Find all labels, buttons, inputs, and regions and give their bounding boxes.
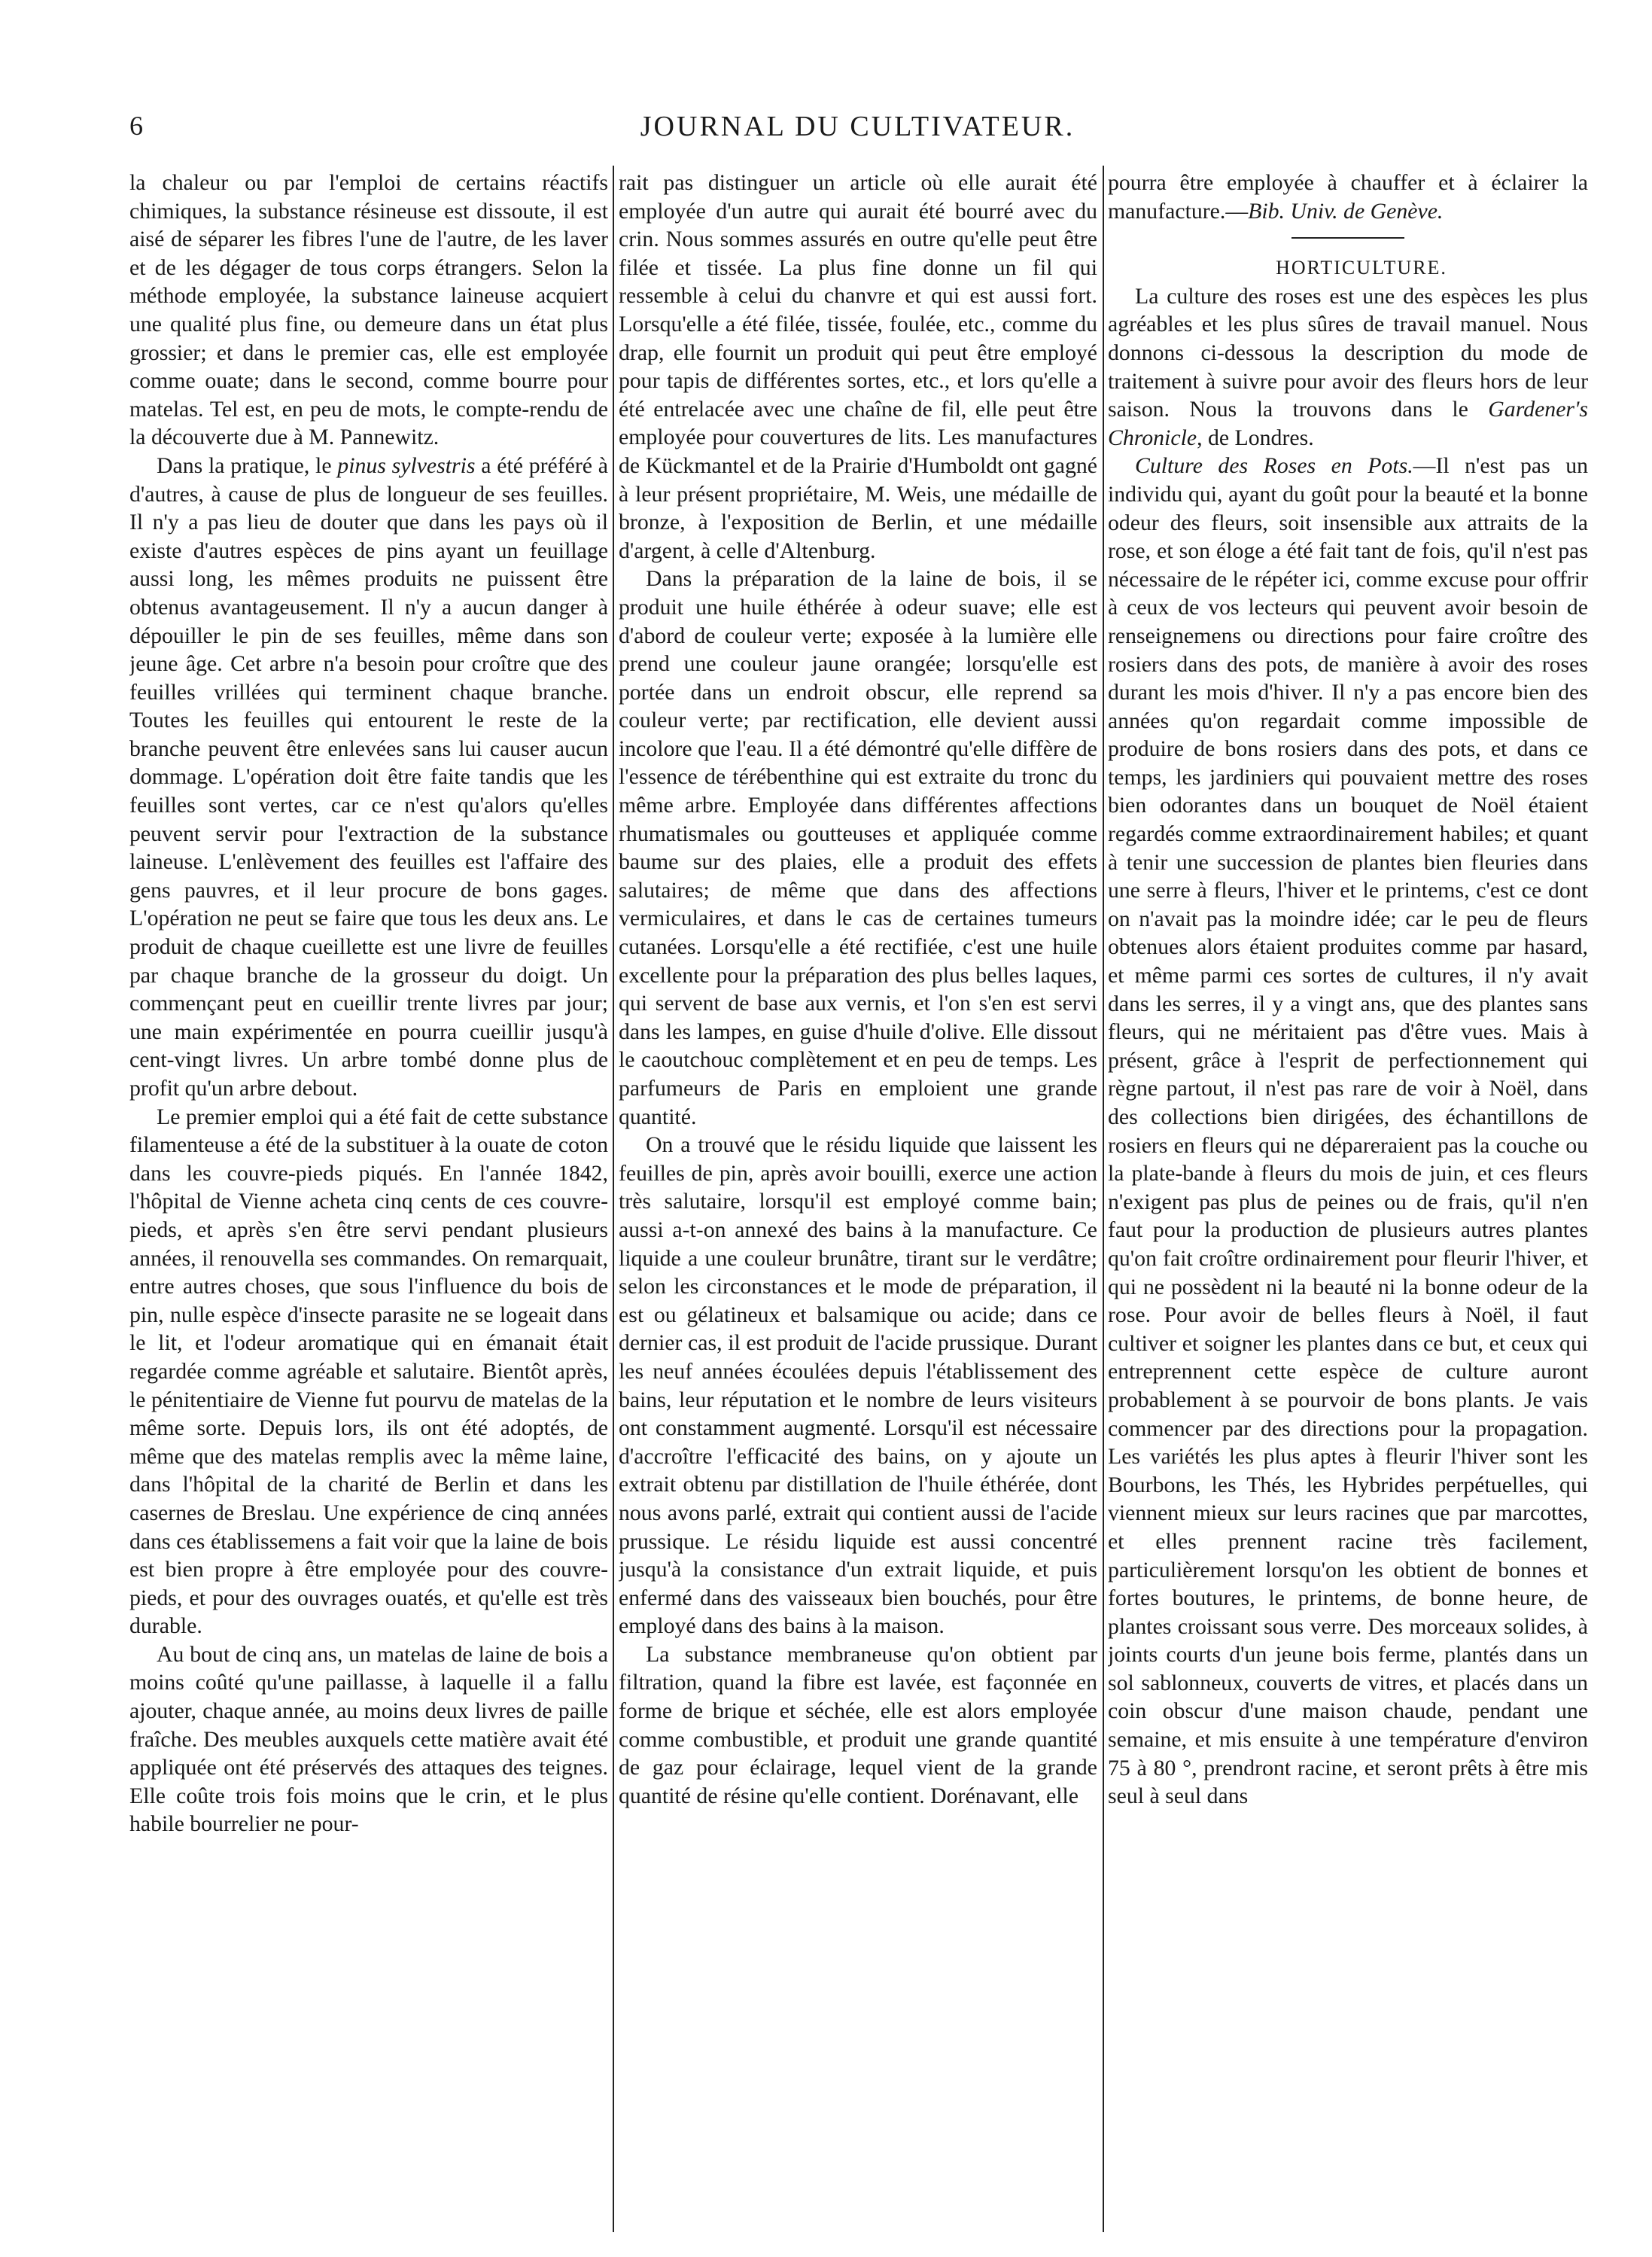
paragraph: rait pas distinguer un article où elle aurait été employée d'un autre qui aurait été bourré avec du crin. Nous sommes assurés en outre qu'elle peut être filée et tissée. La plus fine donne un fil qui ressemble à celui du chanvre et qui est aussi fort. Lorsqu'elle a été filée, tissée, foulée, etc., comme du drap, elle fournit un produit qui peut être employé pour tapis de différentes sortes, etc., et lors qu'elle a été entrelacée avec une chaîne de fil, elle peut être employée pour couvertures de lits. Les manufactures de Kückmantel et de la Prairie d'Humboldt ont gagné à leur présent propriétaire, M. Weis, une médaille de bronze, à l'exposition de Berlin, et une médaille d'argent, à celle d'Altenburg. <box>619 170 1097 563</box>
paragraph: Dans la préparation de la laine de bois, il se produit une huile éthérée à odeur suave; elle est d'abord de couleur verte; exposée à la lumière elle prend une couleur jaune orangée; lorsqu'elle est portée dans un endroit obscur, elle reprend sa couleur verte; par rectification, elle devient aussi incolore que l'eau. Il a été démontré qu'elle diffère de l'essence de térébenthine qui est extraite du tronc du même arbre. Employée dans différentes affections rhumatismales ou goutteuses et appliquée comme baume sur des plaies, elle a produit des effets salutaires; de même que dans des affections vermiculaires, et dans le cas de certaines tumeurs cutanées. Lorsqu'elle a été rectifiée, c'est une huile excellente pour la préparation des plus belles laques, qui servent de base aux vernis, et l'on s'en est servi dans les lampes, en guise d'huile d'olive. Elle dissout le caoutchouc complètement et en peu de temps. Les parfumeurs de Paris en emploient une grande quantité. <box>619 566 1097 1129</box>
paragraph: Le premier emploi qui a été fait de cette substance filamenteuse a été de la substituer à la ouate de coton dans les couvre-pieds piqués. En l'année 1842, l'hôpital de Vienne acheta cinq cents de ces couvre-pieds, et après s'en être servi pendant plusieurs années, il renouvella ses commandes. On remarquait, entre autres choses, que sous l'influence du bois de pin, nulle espèce d'insecte parasite ne se logeait dans le lit, et l'odeur aromatique qui en émanait était regardée comme agréable et salutaire. Bientôt après, le pénitentiaire de Vienne fut pourvu de matelas de la même sorte. Depuis lors, ils ont été adoptés, de même que des matelas remplis avec la même laine, dans l'hôpital de la charité de Berlin et dans les casernes de Breslau. Une expérience de cinq années dans ces établissemens a fait voir que la laine de bois est bien propre à être employée pour des couvre-pieds, et pour des ouvrages ouatés, et qu'elle est très durable. <box>129 1104 608 1639</box>
text-run: , de Londres. <box>1197 425 1314 450</box>
paragraph: On a trouvé que le résidu liquide que laissent les feuilles de pin, après avoir bouilli, exerce une action très salutaire, lorsqu'il est employé comme bain; aussi a-t-on annexé des bains à la manufacture. Ce liquide a une couleur brunâtre, tirant sur le verdâtre; selon les circonstances et le mode de préparation, il est ou gélatineux et balsamique ou acide; dans ce dernier cas, il est produit de l'acide prussique. Durant les neuf années écoulées depuis l'établissement des bains, leur réputation et le nombre de leurs visiteurs ont constamment augmenté. Lorsqu'il est nécessaire d'accroître l'efficacité des bains, on y ajoute un extrait obtenu par distillation de l'huile éthérée, dont nous avons parlé, extrait qui contient aussi de l'acide prussique. Le résidu liquide est aussi concentré jusqu'à la consistance d'un extrait liquide, et puis enfermé dans des vaisseaux bien bouchés, pour être employé dans des bains à la maison. <box>619 1132 1097 1639</box>
section-title: HORTICULTURE. <box>1276 257 1447 279</box>
paragraph: la chaleur ou par l'emploi de certains réactifs chimiques, la substance résineuse est dissoute, il est aisé de séparer les fibres l'une de l'autre, de les laver et de les dégager de tous corps étrangers. Selon la méthode employée, la substance laineuse acquiert une qualité plus fine, ou demeure dans un état plus grossier; et dans le premier cas, elle est employée comme ouate; dans le second, comme bourre pour matelas. Tel est, en peu de mots, le compte-rendu de la découverte due à M. Pannewitz. <box>129 170 608 450</box>
paragraph <box>1108 282 1588 452</box>
column-3 <box>1108 169 1588 2231</box>
text-run: Dans la pratique, le <box>157 452 338 478</box>
column-1 <box>129 169 608 2231</box>
text-run: La culture des roses est une des espèces les plus agréables et les plus sûres de travail manuel. Nous donnons ci-dessous la description du mode de traitement à suivre pour avoir des fleurs hors de leur saison. Nous la trouvons dans le <box>1108 283 1588 422</box>
page-header <box>129 105 1586 152</box>
paragraph: La substance membraneuse qu'on obtient par filtration, quand la fibre est lavée, est façonnée en forme de brique et séchée, elle est alors employée comme combustible, et produit une grande quantité de gaz pour éclairage, lequel vient de la grande quantité de résine qu'elle contient. Dorénavant, elle <box>619 1641 1097 1808</box>
text-run: a été préféré à d'autres, à cause de plus de longueur de ses feuilles. Il n'y a pas lieu de douter que dans les pays où il existe d'autres espèces de pins ayant un feuillage aussi long, les mêmes produits ne puissent être obtenus avantageusement. Il n'y a aucun danger à dépouiller le pin de ses feuilles, même dans son jeune âge. Cet arbre n'a besoin pour croître que des feuilles vrillées qui terminent chaque branche. Toutes les feuilles qui entourent le reste de la branche peuvent être enlevées sans lui causer aucun dommage. L'opération doit être faite tandis que les feuilles sont vertes, car ce n'est qu'alors qu'elles peuvent servir pour l'extraction de la substance laineuse. L'enlèvement des feuilles est l'affaire des gens pauvres, et il leur procure de bons gages. L'opération ne peut se faire que tous les deux ans. Le produit de chaque cueillette est une livre de feuilles par chaque branche de la grosseur du doigt. Un commençant peut en cueillir trente livres par jour; une main expérimentée en pourra cueillir jusqu'à cent-vingt livres. Un arbre tombé donne plus de profit qu'un arbre debout. <box>129 452 608 1101</box>
page-number: 6 <box>129 111 143 141</box>
column-divider <box>613 166 614 2232</box>
column-divider <box>1103 166 1104 2232</box>
text-run: —Il n'est pas un individu qui, ayant du goût pour la beauté et la bonne odeur des fleurs, soit insensible aux attraits de la rose, et son éloge a été fait tant de fois, qu'il n'est pas nécessaire de le répéter ici, comme excuse pour offrir à ceux de vos lecteurs qui peuvent avoir besoin de renseignemens ou directions pour faire croître des rosiers dans des pots, de manière à avoir des roses durant les mois d'hiver. Il n'y a pas encore bien des années qu'on regardait comme impossible de produire de bons rosiers dans des pots, et dans ce temps, les jardiniers qui pouvaient mettre des roses bien odorantes dans un bouquet de Noël étaient regardés comme extraordinairement habiles; et quant à tenir une succession de plantes bien fleuries dans une serre à fleurs, l'hiver et le printems, c'est ce dont on n'avait pas la moindre idée; car le peu de fleurs obtenues alors étaient produites comme par hasard, et même parmi ces sortes de cultures, il n'y avait dans les serres, il y a vingt ans, que des plantes sans fleurs, qui ne méritaient pas d'être vues. Mais à présent, grâce à l'esprit de perfectionnement qui règne partout, il n'est pas rare de voir à Noël, dans des collections bien dirigées, des échantillons de rosiers en fleurs qui ne dépareraient pas la couche ou la plate-bande à fleurs du mois de juin, et ces fleurs n'exigent pas plus de peines ou de frais, qu'il n'en faut pour la production de plusieurs autres plantes qu'on fait croître ordinairement pour fleurir l'hiver, et qui ne possèdent ni la beauté ni la bonne odeur de la rose. Pour avoir de belles fleurs à Noël, il faut cultiver et soigner les plantes dans ce but, et ceux qui entreprennent cette espèce de culture auront probablement à se pourvoir de bons plants. Je vais commencer par des directions pour la propagation. Les variétés les plus aptes à fleurir l'hiver sont les Bourbons, les Thés, les Hybrides perpétuelles, qui viennent mieux sur leurs racines que par marcottes, et elles prennent racine très facilement, particulièrement lorsqu'on les obtient de bonnes et fortes boutures, le printems, de bonne heure, de plantes croissant sous verre. Des morceaux solides, à joints courts d'un jeune bois ferme, plantés dans un sol sablonneux, couverts de vitres, et placés dans un coin obscur d'une maison chaude, pendant une semaine, et mis ensuite à une température d'environ 75 à 80 °, prendront racine, et seront prêts à être mis seul à seul dans <box>1108 453 1588 1809</box>
paragraph <box>1108 169 1588 225</box>
column-2 <box>619 169 1097 2231</box>
running-title: JOURNAL DU CULTIVATEUR. <box>640 111 1075 142</box>
species-name: pinus sylvestris <box>337 452 476 478</box>
paragraph: Au bout de cinq ans, un matelas de laine de bois a moins coûté qu'une paillasse, à laquelle il a fallu ajouter, chaque année, au moins deux livres de paille fraîche. Des meubles auxquels cette matière avait été appliquée ont été préservés des attaques des teignes. Elle coûte trois fois moins que le crin, et le plus habile bourrelier ne pour- <box>129 1641 608 1837</box>
text-run: pourra être employée à chauffer et à éclairer la manufacture.— <box>1108 170 1588 224</box>
paragraph <box>129 452 608 1103</box>
paragraph <box>1108 452 1588 1811</box>
source-citation: Bib. Univ. de Genève. <box>1248 198 1444 224</box>
section-divider <box>1291 237 1404 239</box>
source-citation: Gardener's Chronicle <box>1108 397 1588 450</box>
article-title: Culture des Roses en Pots. <box>1135 453 1413 479</box>
